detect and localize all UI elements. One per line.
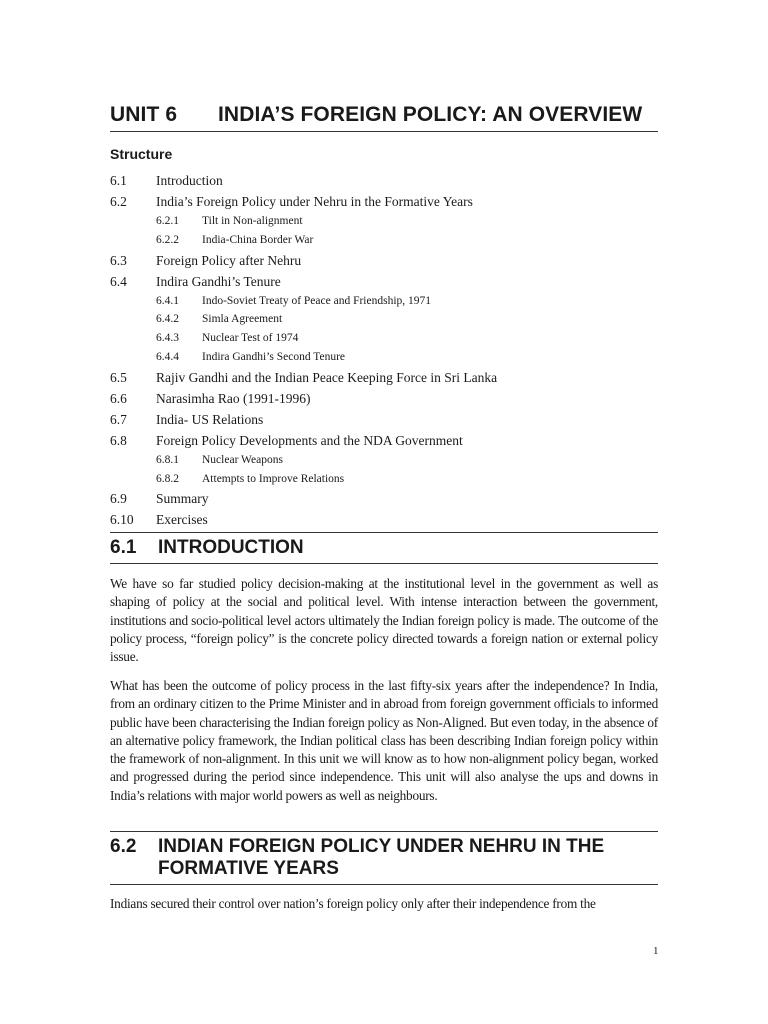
unit-number: UNIT 6 [110, 103, 178, 126]
toc-number: 6.8.1 [156, 453, 179, 466]
toc-number: 6.4.1 [156, 294, 179, 307]
toc-number: 6.2 [110, 194, 127, 209]
toc-number: 6.4.3 [156, 332, 179, 345]
toc-label: Summary [156, 491, 209, 507]
toc-label: India-China Border War [202, 233, 314, 246]
toc-label: India’s Foreign Policy under Nehru in the Formative Years [156, 194, 473, 209]
toc-item [110, 388, 658, 409]
toc-number: 6.1 [110, 173, 127, 188]
toc-subitem [110, 329, 658, 348]
toc-label: Nuclear Test of 1974 [202, 332, 299, 345]
section-title: INTRODUCTION [158, 537, 304, 558]
toc-number: 6.8.2 [156, 472, 179, 485]
toc-number: 6.7 [110, 411, 127, 427]
toc-item [110, 488, 658, 509]
toc-label: Tilt in Non-alignment [202, 215, 303, 227]
toc-item [110, 367, 658, 388]
toc-label: Narasimha Rao (1991-1996) [156, 390, 311, 406]
toc-subitem [110, 231, 658, 250]
section-title: INDIAN FOREIGN POLICY UNDER NEHRU IN THE FORMATIVE YEARS [158, 836, 605, 879]
toc-label: Indo-Soviet Treaty of Peace and Friendship, 1971 [202, 294, 432, 307]
toc-label: Foreign Policy Developments and the NDA Government [156, 432, 463, 448]
toc-number: 6.4.4 [156, 350, 179, 363]
toc-subitem [110, 451, 658, 470]
toc-subitem [110, 470, 658, 489]
page-number: 1 [653, 945, 659, 957]
toc-item [110, 170, 658, 191]
toc-number: 6.6 [110, 390, 127, 406]
toc-label: Indira Gandhi’s Tenure [156, 273, 281, 289]
unit-title [110, 103, 658, 132]
paragraph: We have so far studied policy decision-making at the institutional level in the government as well as shaping of policy at the social and political level. With intense interaction between the government, institutions and socio-political level actors ultimately the Indian foreign policy is made. The outcome of the policy process, “foreign policy” is the concrete policy directed towards a foreign nation or external policy issue. [110, 576, 658, 665]
toc-label: Foreign Policy after Nehru [156, 252, 302, 268]
toc-subitem [110, 348, 658, 367]
toc-item [110, 191, 658, 212]
paragraph: What has been the outcome of policy process in the last fifty-six years after the independence? In India, from an ordinary citizen to the Prime Minister and in abroad from foreign government officials to informed public have been characterising the Indian foreign policy as Non-Aligned. But even today, in the absence of an alternative policy framework, the Indian political class has been describing Indian foreign policy within the framework of non-alignment. In this unit we will know as to how non-alignment policy began, worked and progressed during the period since independence. This unit will also analyse the ups and downs in India’s relations with major world powers as well as neighbours. [110, 678, 658, 803]
toc-number: 6.9 [110, 491, 127, 507]
toc-number: 6.8 [110, 432, 127, 448]
toc-subitem [110, 212, 658, 231]
toc-label: Exercises [156, 512, 208, 528]
toc-label: Indira Gandhi’s Second Tenure [202, 350, 346, 363]
section-number: 6.2 [110, 836, 137, 857]
section-heading-introduction [110, 532, 658, 564]
toc-label: Simla Agreement [202, 313, 283, 326]
section-number: 6.1 [110, 537, 137, 558]
toc-item [110, 509, 658, 530]
toc-number: 6.5 [110, 369, 127, 385]
toc-number: 6.4 [110, 273, 127, 289]
toc-label: Introduction [156, 173, 223, 188]
unit-title-text: INDIA’S FOREIGN POLICY: AN OVERVIEW [218, 103, 643, 126]
toc-number: 6.4.2 [156, 313, 179, 326]
toc-label: Nuclear Weapons [202, 453, 283, 466]
toc-number: 6.2.1 [156, 215, 179, 227]
toc-item [110, 250, 658, 271]
toc-number: 6.2.2 [156, 233, 179, 246]
toc-number: 6.3 [110, 252, 127, 268]
toc-item [110, 409, 658, 430]
structure-heading: Structure [110, 146, 173, 162]
toc-label: India- US Relations [156, 411, 264, 427]
toc-label: Attempts to Improve Relations [202, 472, 345, 485]
section-heading-nehru [110, 831, 658, 885]
toc-item [110, 430, 658, 451]
paragraph: Indians secured their control over nation’s foreign policy only after their independence from the [110, 896, 596, 911]
toc-subitem [110, 292, 658, 311]
toc-number: 6.10 [110, 512, 134, 528]
toc-subitem [110, 310, 658, 329]
toc-item [110, 271, 658, 292]
toc-label: Rajiv Gandhi and the Indian Peace Keeping Force in Sri Lanka [156, 369, 498, 385]
table-of-contents [110, 170, 658, 530]
